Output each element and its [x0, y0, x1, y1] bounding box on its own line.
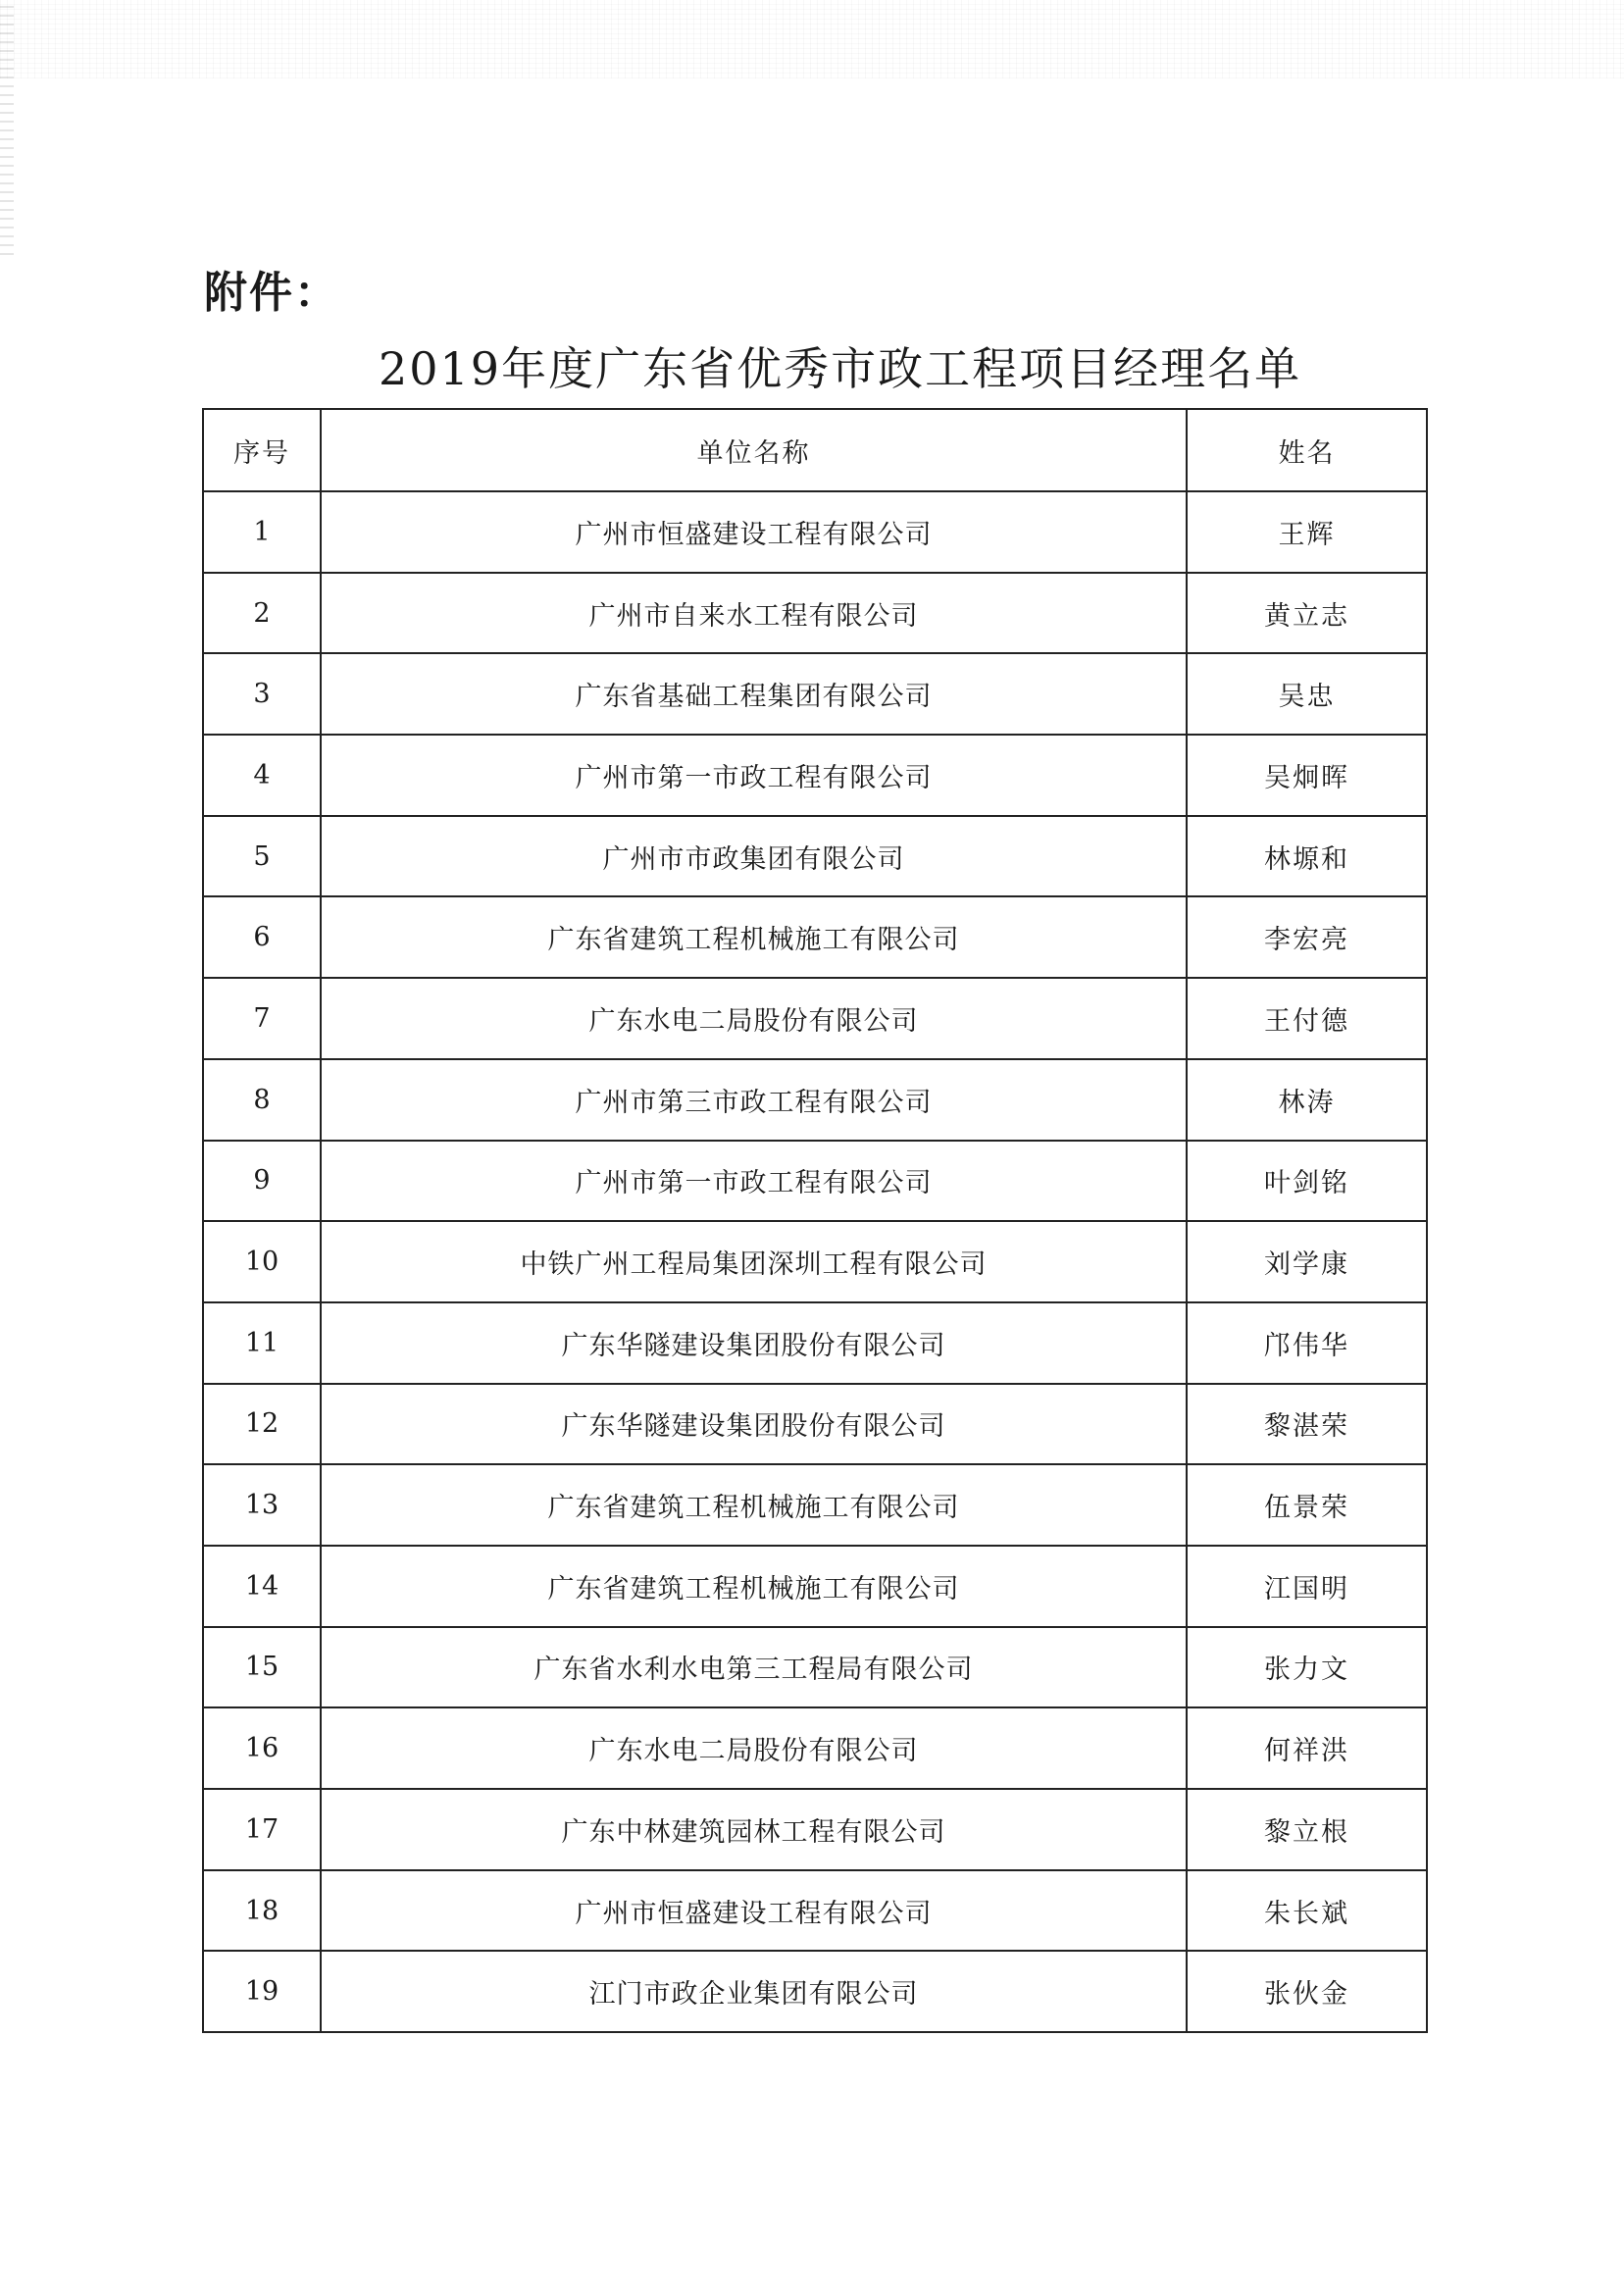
table-row	[203, 1789, 1427, 1870]
table-row	[203, 573, 1427, 654]
table-row	[203, 896, 1427, 978]
cell-person-name: 吴炯晖	[1187, 735, 1427, 816]
header-person-name: 姓名	[1187, 409, 1427, 491]
cell-serial-number: 1	[203, 491, 321, 573]
cell-serial-number: 8	[203, 1059, 321, 1141]
cell-serial-number: 18	[203, 1870, 321, 1952]
table-row	[203, 491, 1427, 573]
cell-serial-number: 3	[203, 653, 321, 735]
table-row	[203, 1870, 1427, 1952]
cell-person-name: 王付德	[1187, 978, 1427, 1059]
table-row	[203, 1464, 1427, 1546]
cell-unit-name: 广州市市政集团有限公司	[321, 816, 1187, 897]
cell-person-name: 叶剑铭	[1187, 1141, 1427, 1222]
cell-unit-name: 中铁广州工程局集团深圳工程有限公司	[321, 1221, 1187, 1302]
cell-serial-number: 4	[203, 735, 321, 816]
table-row	[203, 1302, 1427, 1384]
cell-unit-name: 广东中林建筑园林工程有限公司	[321, 1789, 1187, 1870]
cell-person-name: 何祥洪	[1187, 1707, 1427, 1789]
table-row	[203, 1707, 1427, 1789]
table-row	[203, 1951, 1427, 2032]
scan-edge-left	[0, 0, 14, 255]
cell-person-name: 吴忠	[1187, 653, 1427, 735]
cell-unit-name: 广东省水利水电第三工程局有限公司	[321, 1627, 1187, 1708]
header-serial-number: 序号	[203, 409, 321, 491]
cell-person-name: 黄立志	[1187, 573, 1427, 654]
table-row	[203, 1546, 1427, 1627]
cell-person-name: 伍景荣	[1187, 1464, 1427, 1546]
cell-serial-number: 12	[203, 1384, 321, 1465]
cell-serial-number: 2	[203, 573, 321, 654]
cell-unit-name: 广东省建筑工程机械施工有限公司	[321, 1464, 1187, 1546]
cell-serial-number: 11	[203, 1302, 321, 1384]
cell-person-name: 黎湛荣	[1187, 1384, 1427, 1465]
cell-unit-name: 广东华隧建设集团股份有限公司	[321, 1384, 1187, 1465]
cell-unit-name: 广州市自来水工程有限公司	[321, 573, 1187, 654]
cell-person-name: 李宏亮	[1187, 896, 1427, 978]
cell-unit-name: 广东省基础工程集团有限公司	[321, 653, 1187, 735]
cell-serial-number: 19	[203, 1951, 321, 2032]
cell-person-name: 林涛	[1187, 1059, 1427, 1141]
cell-serial-number: 5	[203, 816, 321, 897]
cell-person-name: 王辉	[1187, 491, 1427, 573]
cell-unit-name: 广东省建筑工程机械施工有限公司	[321, 896, 1187, 978]
cell-serial-number: 16	[203, 1707, 321, 1789]
table-row	[203, 653, 1427, 735]
cell-unit-name: 广东华隧建设集团股份有限公司	[321, 1302, 1187, 1384]
project-manager-table	[202, 408, 1428, 2033]
cell-unit-name: 广州市第一市政工程有限公司	[321, 735, 1187, 816]
table-row	[203, 1059, 1427, 1141]
cell-person-name: 刘学康	[1187, 1221, 1427, 1302]
cell-unit-name: 广东省建筑工程机械施工有限公司	[321, 1546, 1187, 1627]
table-row	[203, 978, 1427, 1059]
cell-unit-name: 广州市第一市政工程有限公司	[321, 1141, 1187, 1222]
table-row	[203, 1627, 1427, 1708]
cell-unit-name: 广东水电二局股份有限公司	[321, 978, 1187, 1059]
attachment-label: 附件：	[204, 268, 339, 318]
cell-person-name: 林塬和	[1187, 816, 1427, 897]
scan-noise-top	[0, 0, 1624, 78]
cell-serial-number: 7	[203, 978, 321, 1059]
cell-unit-name: 江门市政企业集团有限公司	[321, 1951, 1187, 2032]
document-title: 2019年度广东省优秀市政工程项目经理名单	[379, 342, 1302, 395]
cell-person-name: 张伙金	[1187, 1951, 1427, 2032]
table-header-row	[203, 409, 1427, 491]
cell-person-name: 张力文	[1187, 1627, 1427, 1708]
cell-unit-name: 广州市恒盛建设工程有限公司	[321, 491, 1187, 573]
cell-unit-name: 广东水电二局股份有限公司	[321, 1707, 1187, 1789]
cell-person-name: 黎立根	[1187, 1789, 1427, 1870]
cell-serial-number: 17	[203, 1789, 321, 1870]
cell-serial-number: 10	[203, 1221, 321, 1302]
table-row	[203, 1141, 1427, 1222]
cell-unit-name: 广州市第三市政工程有限公司	[321, 1059, 1187, 1141]
cell-unit-name: 广州市恒盛建设工程有限公司	[321, 1870, 1187, 1952]
table-row	[203, 1384, 1427, 1465]
header-unit-name: 单位名称	[321, 409, 1187, 491]
cell-person-name: 江国明	[1187, 1546, 1427, 1627]
table-body	[203, 491, 1427, 2032]
table-row	[203, 816, 1427, 897]
cell-serial-number: 6	[203, 896, 321, 978]
cell-serial-number: 14	[203, 1546, 321, 1627]
cell-serial-number: 9	[203, 1141, 321, 1222]
cell-person-name: 朱长斌	[1187, 1870, 1427, 1952]
table-row	[203, 735, 1427, 816]
cell-serial-number: 15	[203, 1627, 321, 1708]
cell-person-name: 邝伟华	[1187, 1302, 1427, 1384]
cell-serial-number: 13	[203, 1464, 321, 1546]
table-row	[203, 1221, 1427, 1302]
